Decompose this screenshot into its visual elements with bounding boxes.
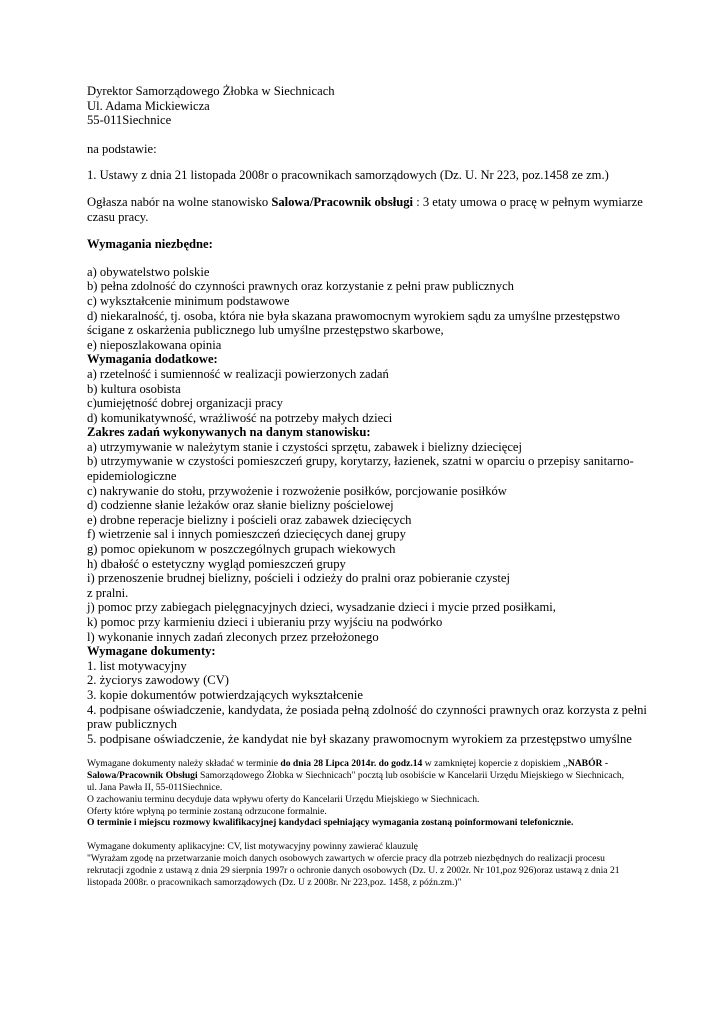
list-item: i) przenoszenie brudnej bielizny, pościeli i odzieży do pralni oraz pobieranie czystej	[87, 571, 511, 586]
list-item: d) codzienne słanie leżaków oraz słanie bielizny pościelowej	[87, 498, 394, 513]
list-item: 4. podpisane oświadczenie, kandydata, że posiada pełną zdolność do czynności prawnych oraz korzysta z pełni	[87, 702, 647, 717]
submission-text: w zamkniętej kopercie z dopiskiem ,,	[422, 758, 568, 770]
list-item: b) pełna zdolność do czynności prawnych oraz korzystanie z pełni praw publicznych	[87, 279, 514, 294]
list-item: g) pomoc opiekunom w poszczególnych grupach wiekowych	[87, 542, 396, 557]
list-item: d) niekaralność, tj. osoba, która nie była skazana prawomocnym wyrokiem sądu za umyślne przestępstwo	[87, 308, 620, 323]
additional-heading: Wymagania dodatkowe:	[87, 352, 218, 367]
envelope-label-position: Salowa/Pracownik Obsługi	[87, 770, 198, 782]
clause-text: rekrutacji zgodnie z ustawą z dnia 29 sierpnia 1997r o ochronie danych osobowych (Dz. U. z 2002r. Nr 101,poz 926)oraz ustawą z dnia 21	[87, 864, 620, 876]
list-item: praw publicznych	[87, 717, 177, 732]
clause-text: "Wyrażam zgodę na przetwarzanie moich danych osobowych zawartych w ofercie pracy dla potrzeb niezbędnych do realizacji procesu	[87, 852, 605, 864]
list-item: j) pomoc przy zabiegach pielęgnacyjnych dzieci, wysadzanie dzieci i mycie przed posiłkami,	[87, 600, 556, 615]
list-item: a) obywatelstwo polskie	[87, 264, 210, 279]
list-item: e) nieposzlakowana opinia	[87, 337, 222, 352]
list-item: b) utrzymywanie w czystości pomieszczeń grupy, korytarzy, łazienek, szatni w oparciu o przepisy sanitarno-	[87, 454, 634, 469]
employer-address	[87, 84, 647, 128]
interview-note: O terminie i miejscu rozmowy kwalifikacyjnej kandydaci spełniający wymagania zostaną poinformowani telefonicznie.	[87, 817, 574, 829]
envelope-label: NABÓR -	[567, 758, 609, 770]
basis-label: na podstawie:	[87, 141, 157, 156]
employer-name: Dyrektor Samorządowego Żłobka w Siechnicach	[87, 84, 335, 98]
documents-list	[87, 659, 647, 747]
announcement-suffix-line2: czasu pracy.	[87, 209, 149, 224]
additional-list	[87, 367, 647, 425]
announcement-paragraph	[87, 195, 647, 224]
list-item: 1. list motywacyjny	[87, 658, 187, 673]
submission-text: Samorządowego Żłobka w Siechnicach" pocztą lub osobiście w Kancelarii Urzędu Miejskiego w Siechnicach,	[197, 770, 625, 782]
list-item: 3. kopie dokumentów potwierdzających wykształcenie	[87, 687, 363, 702]
list-item: h) dbałość o estetyczny wygląd pomieszczeń grupy	[87, 556, 346, 571]
list-item: c)umiejętność dobrej organizacji pracy	[87, 396, 283, 411]
list-item: f) wietrzenie sal i innych pomieszczeń dziecięcych danej grupy	[87, 527, 406, 542]
clause-text: listopada 2008r. o pracownikach samorządowych (Dz. U z 2008r. Nr 223,poz. 1458, z późn.zm.)"	[87, 876, 462, 888]
employer-postcode: 55-011Siechnice	[87, 113, 172, 128]
list-item: c) wykształcenie minimum podstawowe	[87, 293, 290, 308]
duties-list	[87, 440, 647, 644]
list-item: a) rzetelność i sumienność w realizacji powierzonych zadań	[87, 366, 389, 381]
employer-street: Ul. Adama Mickiewicza	[87, 98, 210, 113]
list-item: 2. życiorys zawodowy (CV)	[87, 673, 229, 688]
list-item: l) wykonanie innych zadań zleconych przez przełożonego	[87, 629, 379, 644]
list-item: ścigane z oskarżenia publicznego lub umyślne przestępstwo skarbowe,	[87, 323, 444, 338]
list-item: a) utrzymywanie w należytym stanie i czystości sprzętu, zabawek i bielizny dziecięcej	[87, 439, 523, 454]
clause-intro: Wymagane dokumenty aplikacyjne: CV, list motywacyjny powinny zawierać klauzulę	[87, 841, 418, 853]
submission-section	[87, 758, 647, 829]
deadline: do dnia 28 Lipca 2014r. do godz.14	[280, 758, 423, 770]
clause-section	[87, 841, 647, 888]
announcement-prefix: Ogłasza nabór na wolne stanowisko	[87, 194, 272, 209]
late-offers-note: Oferty które wpłyną po terminie zostaną odrzucone formalnie.	[87, 805, 327, 817]
list-item: k) pomoc przy karmieniu dzieci i ubieraniu przy wyjściu na podwórko	[87, 615, 443, 629]
list-item: e) drobne reperacje bielizny i pościeli oraz zabawek dziecięcych	[87, 512, 412, 527]
list-item: epidemiologiczne	[87, 469, 177, 484]
list-item: 5. podpisane oświadczenie, że kandydat nie był skazany prawomocnym wyrokiem za przestępstwo umyślne	[87, 731, 632, 746]
list-item: b) kultura osobista	[87, 381, 181, 396]
submission-deadline-rule: O zachowaniu terminu decyduje data wpływu oferty do Kancelarii Urzędu Miejskiego w Siechnicach.	[87, 793, 480, 805]
documents-heading: Wymagane dokumenty:	[87, 644, 216, 659]
submission-address: ul. Jana Pawła II, 55-011Siechnice.	[87, 781, 223, 793]
position-name: Salowa/Pracownik obsługi	[271, 194, 414, 209]
duties-heading: Zakres zadań wykonywanych na danym stanowisku:	[87, 425, 371, 440]
announcement-suffix: : 3 etaty umowa o pracę w pełnym wymiarze	[413, 194, 643, 209]
required-list	[87, 265, 647, 353]
submission-text: Wymagane dokumenty należy składać w terminie	[87, 758, 281, 770]
job-announcement-document	[87, 84, 647, 888]
list-item: d) komunikatywność, wrażliwość na potrzeby małych dzieci	[87, 410, 393, 425]
basis-item: 1. Ustawy z dnia 21 listopada 2008r o pracownikach samorządowych (Dz. U. Nr 223, poz.1458 ze zm.)	[87, 168, 609, 183]
list-item: c) nakrywanie do stołu, przywożenie i rozwożenie posiłków, porcjowanie posiłków	[87, 483, 507, 498]
required-heading: Wymagania niezbędne:	[87, 237, 213, 252]
list-item: z pralni.	[87, 585, 129, 600]
